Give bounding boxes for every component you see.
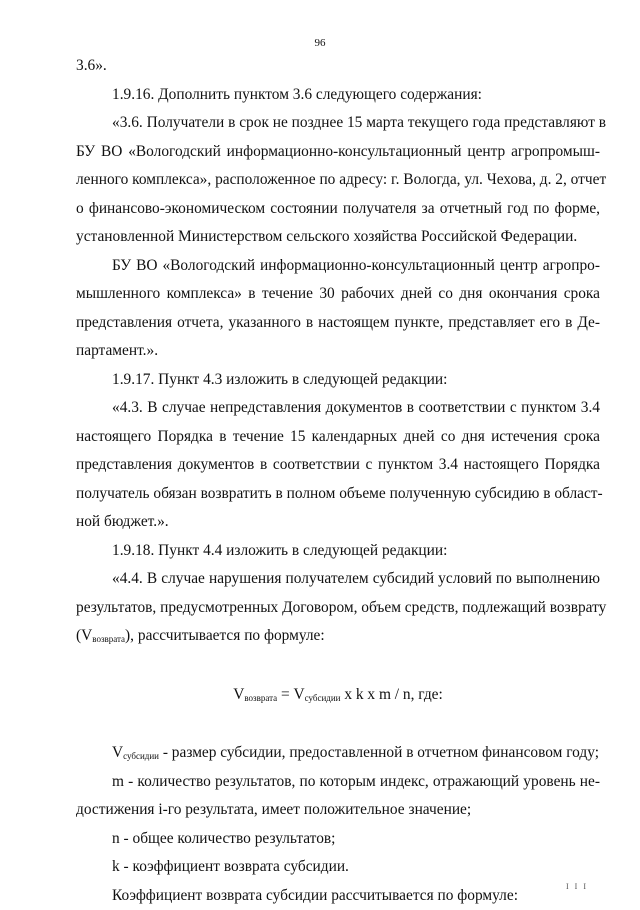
document-body [76, 52, 600, 910]
text-line: достижения i-го результата, имеет положительное значение; [76, 796, 600, 825]
text-line [76, 622, 600, 651]
paragraph-1-9-17: 1.9.17. Пункт 4.3 изложить в следующей редакции: [76, 366, 600, 395]
text-line: представления документов в соответствии с пунктом 3.4 настоящего Порядка [76, 451, 600, 480]
continuation-text: 3.6». [76, 52, 600, 81]
formula-subscript: субсидии [123, 751, 159, 761]
formula-subscript: возврата [244, 693, 277, 703]
text-line: настоящего Порядка в течение 15 календарных дней со дня истечения срока [76, 423, 600, 452]
paragraph-1-9-16: 1.9.16. Дополнить пунктом 3.6 следующего содержания: [76, 81, 600, 110]
text-line: результатов, предусмотренных Договором, объем средств, подлежащий возврату [76, 594, 600, 623]
definition-v-subsidy: $V_{субсидии}$ - размер субсидии, предоставленной в отчетном финансовом году; [76, 739, 600, 768]
definition-m [76, 768, 600, 825]
formula-subscript: субсидии [305, 693, 341, 703]
formula-subscript: возврата [92, 634, 125, 644]
paragraph-coefficient: Коэффициент возврата субсидии рассчитывается по формуле: [76, 882, 600, 910]
formula-ref-open: (V [76, 627, 92, 644]
page-number: 96 [0, 37, 640, 49]
text-line: о финансово-экономическом состоянии получателя за отчетный год по форме, [76, 195, 600, 224]
text-line: ной бюджет.». [76, 508, 600, 537]
text-line: мышленного комплекса» в течение 30 рабочих дней со дня окончания срока [76, 280, 600, 309]
definition-k: k - коэффициент возврата субсидии. [76, 853, 600, 882]
text-line: установленной Министерством сельского хозяйства Российской Федерации. [76, 223, 600, 252]
paragraph-4-4 [76, 565, 600, 651]
text-line: m - количество результатов, по которым индекс, отражающий уровень не- [76, 768, 600, 797]
formula-ref-close: ), рассчитывается по формуле: [125, 627, 325, 644]
text-line: представления отчета, указанного в настоящем пункте, представляет его в Де- [76, 309, 600, 338]
text-line: партамент.». [76, 337, 600, 366]
text-line: ленного комплекса», расположенное по адресу: г. Вологда, ул. Чехова, д. 2, отчет [76, 166, 600, 195]
text-line: БУ ВО «Вологодский информационно-консультационный центр агропромыш- [76, 138, 600, 167]
text-line: «4.4. В случае нарушения получателем субсидий условий по выполнению [76, 565, 600, 594]
text-line: БУ ВО «Вологодский информационно-консультационный центр агропро- [76, 252, 600, 281]
paragraph-1-9-18: 1.9.18. Пункт 4.4 изложить в следующей редакции: [76, 537, 600, 566]
text-line: «4.3. В случае непредставления документов в соответствии с пунктом 3.4 [76, 394, 600, 423]
text-line: получатель обязан возвратить в полном объеме полученную субсидию в област- [76, 480, 600, 509]
text-line: «3.6. Получатели в срок не позднее 15 марта текущего года представляют в [76, 109, 600, 138]
paragraph-4-3 [76, 394, 600, 537]
paragraph-3-6 [76, 109, 600, 252]
corner-mark: I I I [566, 882, 588, 891]
definition-n: n - общее количество результатов; [76, 825, 600, 854]
return-formula: $V_{возврата} = V_{субсидии}$ x k x m / n, где: [76, 681, 600, 710]
paragraph-bu-vo [76, 252, 600, 366]
